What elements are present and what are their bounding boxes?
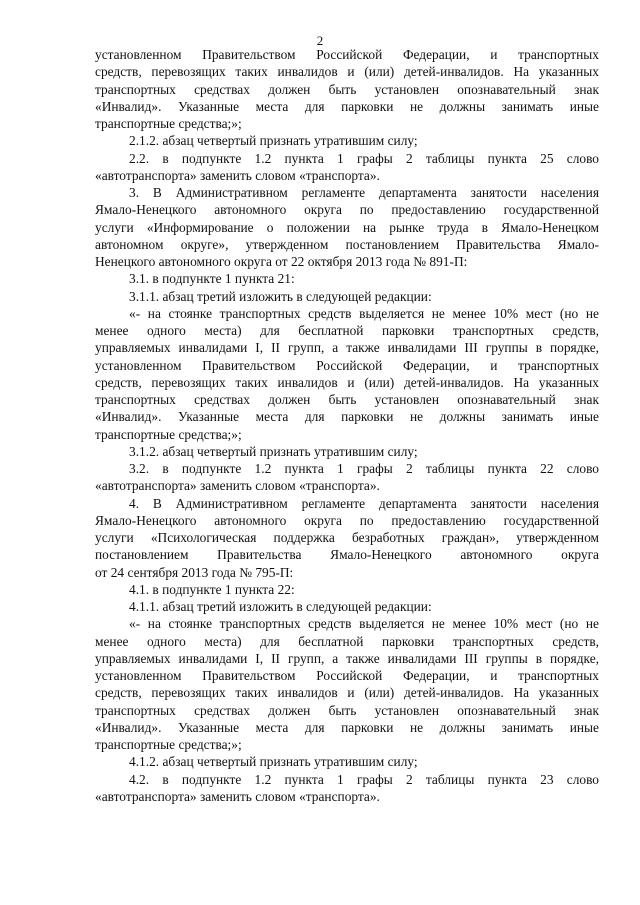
paragraph: [95, 753, 599, 770]
text-line: Ямало-Ненецкого автономного округа по предоставлению государственной: [95, 202, 599, 218]
text-line: 4.1. в подпункте 1 пункта 22:: [129, 581, 295, 597]
text-line: услуги «Информирование о положении на рынке труда в Ямало-Ненецком: [95, 219, 599, 235]
paragraph: [95, 150, 599, 185]
text-line: 4.2. в подпункте 1.2 пункта 1 графы 2 таблицы пункта 23 слово: [129, 771, 599, 787]
text-line: «Инвалид». Указанные места для парковки не должны занимать иные: [95, 409, 599, 425]
text-line: 3.2. в подпункте 1.2 пункта 1 графы 2 таблицы пункта 22 слово: [129, 461, 599, 476]
text-line: постановлением Правительства Ямало-Ненецкого автономного округа: [95, 547, 599, 563]
paragraph: [95, 132, 599, 149]
text-line: 4.1.2. абзац четвертый признать утратившим силу;: [129, 754, 418, 770]
text-line: «автотранспорта» заменить словом «транспорта».: [95, 788, 380, 804]
text-line: транспортные средства;»;: [95, 737, 242, 752]
text-line: «- на стоянке транспортных средств выделяется не менее 10% мест (но не: [129, 305, 599, 321]
text-line: средств, перевозящих таких инвалидов и (или) детей-инвалидов. На указанных: [95, 64, 599, 80]
paragraph: [95, 495, 599, 581]
text-line: 2.1.2. абзац четвертый признать утратившим силу;: [129, 133, 418, 149]
text-line: установленном Правительством Российской Федерации, и транспортных: [95, 357, 599, 373]
text-line: средств, перевозящих таких инвалидов и (или) детей-инвалидов. На указанных: [95, 374, 599, 390]
paragraph: [95, 460, 599, 495]
text-line: транспортных средствах должен быть установлен опознавательный знак: [95, 702, 599, 718]
text-line: 3.1. в подпункте 1 пункта 21:: [129, 271, 295, 287]
paragraph: [95, 598, 599, 615]
text-line: автономном округе», утвержденном постановлением Правительства Ямало-: [95, 236, 599, 252]
text-line: установленном Правительством Российской Федерации, и транспортных: [95, 668, 599, 683]
paragraph: [95, 288, 599, 305]
text-line: «- на стоянке транспортных средств выделяется не менее 10% мест (но не: [129, 616, 599, 632]
paragraph: [95, 581, 599, 598]
paragraph: [95, 615, 599, 753]
text-line: от 24 сентября 2013 года № 795-П:: [95, 564, 294, 580]
text-line: 2.2. в подпункте 1.2 пункта 1 графы 2 таблицы пункта 25 слово: [129, 150, 599, 166]
text-line: управляемых инвалидами I, II групп, а также инвалидами III группы в порядке,: [95, 650, 599, 666]
text-line: управляемых инвалидами I, II групп, а также инвалидами III группы в порядке,: [95, 340, 599, 356]
paragraph: [95, 46, 599, 132]
text-line: 4.1.1. абзац третий изложить в следующей редакции:: [129, 599, 432, 614]
text-line: менее одного места) для бесплатной парковки транспортных средств,: [95, 633, 599, 649]
text-line: менее одного места) для бесплатной парковки транспортных средств,: [95, 323, 599, 338]
text-line: транспортные средства;»;: [95, 116, 242, 131]
text-line: Ямало-Ненецкого автономного округа по предоставлению государственной: [95, 512, 599, 528]
text-line: «Инвалид». Указанные места для парковки не должны занимать иные: [95, 98, 599, 114]
text-line: транспортные средства;»;: [95, 426, 242, 442]
paragraph: [95, 270, 599, 287]
text-line: установленном Правительством Российской Федерации, и транспортных: [95, 47, 599, 62]
text-line: услуги «Психологическая поддержка безработных граждан», утвержденном: [95, 530, 599, 545]
text-line: транспортных средствах должен быть установлен опознавательный знак: [95, 392, 599, 407]
paragraph: [95, 184, 599, 270]
text-line: транспортных средствах должен быть установлен опознавательный знак: [95, 81, 599, 97]
text-line: 3.1.2. абзац четвертый признать утратившим силу;: [129, 443, 418, 459]
text-line: Ненецкого автономного округа от 22 октября 2013 года № 891-П:: [95, 254, 468, 269]
text-line: средств, перевозящих таких инвалидов и (или) детей-инвалидов. На указанных: [95, 685, 599, 701]
document-body: [95, 46, 599, 805]
text-line: «автотранспорта» заменить словом «транспорта».: [95, 478, 380, 494]
text-line: 3. В Административном регламенте департамента занятости населения: [129, 185, 599, 200]
paragraph: [95, 443, 599, 460]
text-line: «автотранспорта» заменить словом «транспорта».: [95, 167, 380, 183]
text-line: 3.1.1. абзац третий изложить в следующей редакции:: [129, 288, 432, 304]
page-number: 2: [316, 33, 324, 48]
paragraph: [95, 305, 599, 443]
text-line: «Инвалид». Указанные места для парковки не должны занимать иные: [95, 719, 599, 735]
paragraph: [95, 771, 599, 806]
text-line: 4. В Административном регламенте департамента занятости населения: [129, 495, 599, 511]
